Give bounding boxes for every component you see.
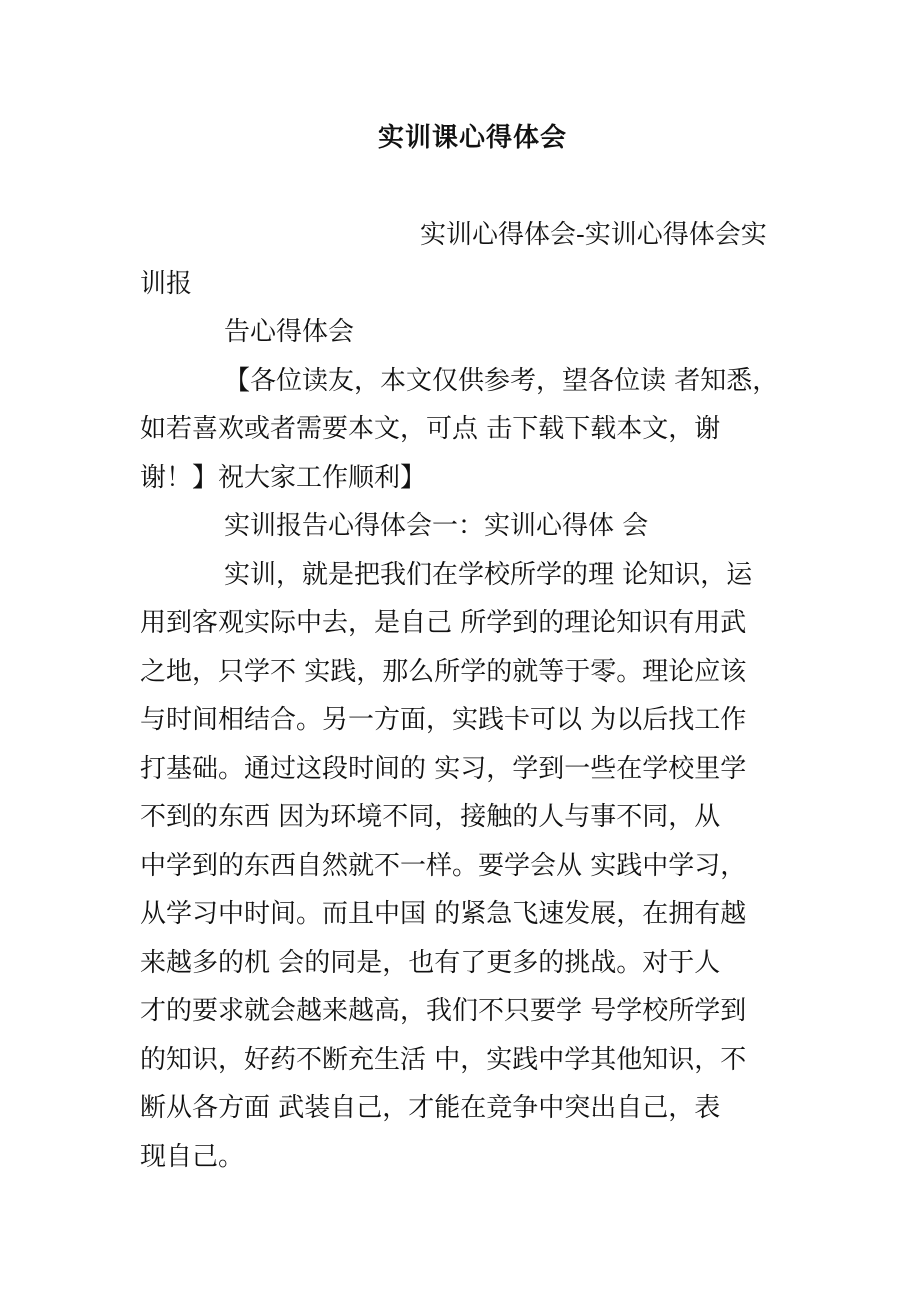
paragraph-line: 实训，就是把我们在学校所学的理 论知识，运 bbox=[224, 559, 753, 590]
paragraph-line: 来越多的机 会的同是，也有了更多的挑战。对于人 bbox=[140, 947, 721, 978]
document-body bbox=[140, 211, 790, 1181]
section-heading: 实训报告心得体会一：实训心得体 会 bbox=[224, 511, 649, 541]
notice-line-1: 【各位读友，本文仅供参考，望各位读 者知悉， bbox=[224, 365, 779, 396]
document-title: 实训课心得体会 bbox=[377, 123, 567, 153]
paragraph-line: 不到的东西 因为环境不同，接触的人与事不同，从 bbox=[140, 802, 721, 832]
notice-line-2: 如若喜欢或者需要本文，可点 击下载下载本文，谢 bbox=[140, 414, 721, 444]
paragraph-line: 从学习中时间。而且中国 的紧急飞速发展，在拥有越 bbox=[140, 899, 747, 929]
paragraph-line: 现自己。 bbox=[140, 1141, 245, 1172]
paragraph-line: 的知识，好药不断充生活 中，实践中学其他知识，不 bbox=[140, 1044, 747, 1075]
notice-line-3: 谢！】祝大家工作顺利】 bbox=[140, 462, 427, 493]
paragraph-line: 断从各方面 武装自己，才能在竞争中突出自己，表 bbox=[140, 1093, 721, 1123]
paragraph-line: 与时间相结合。另一方面，实践卡可以 为以后找工作 bbox=[140, 705, 747, 735]
subtitle-line-3: 告心得体会 bbox=[224, 317, 355, 347]
paragraph-line: 才的要求就会越来越高，我们不只要学 号学校所学到 bbox=[140, 996, 747, 1026]
subtitle-line-2: 训报 bbox=[140, 268, 193, 299]
paragraph-line: 打基础。通过这段时间的 实习，学到一些在学校里学 bbox=[140, 753, 747, 784]
paragraph-line: 中学到的东西自然就不一样。要学会从 实践中学习， bbox=[140, 850, 747, 881]
paragraph-line: 用到客观实际中去，是自己 所学到的理论知识有用武 bbox=[140, 608, 747, 638]
paragraph-line: 之地，只学不 实践，那么所学的就等于零。理论应该 bbox=[140, 656, 747, 687]
subtitle-line-1: 实训心得体会-实训心得体会实 bbox=[420, 220, 767, 250]
